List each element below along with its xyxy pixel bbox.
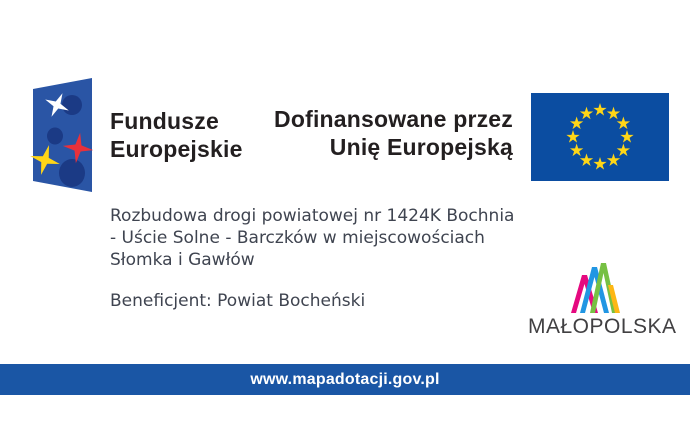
malopolska-logo xyxy=(528,263,677,339)
cofinance-statement xyxy=(180,105,513,161)
cofinance-line1: Dofinansowane przez xyxy=(274,106,513,132)
fundusze-europejskie-flag-icon xyxy=(27,78,97,193)
footer-bar xyxy=(0,364,690,395)
fe-logo-line1: Fundusze xyxy=(110,108,219,134)
project-title xyxy=(110,205,560,271)
cofinance-line2: Unię Europejską xyxy=(329,134,513,160)
fe-logo-line2: Europejskie xyxy=(110,136,243,162)
malopolska-label: MAŁOPOLSKA xyxy=(528,315,677,338)
project-title-line1: Rozbudowa drogi powiatowej nr 1424K Bochnia xyxy=(110,206,515,226)
beneficiary-line: Beneficjent: Powiat Bocheński xyxy=(110,291,366,311)
eu-flag-icon xyxy=(531,93,669,181)
project-title-line2: - Uście Solne - Barczków w miejscowościach xyxy=(110,228,485,248)
malopolska-mountains-icon xyxy=(568,263,624,313)
project-title-line3: Słomka i Gawłów xyxy=(110,250,255,270)
footer-url: www.mapadotacji.gov.pl xyxy=(250,371,440,388)
